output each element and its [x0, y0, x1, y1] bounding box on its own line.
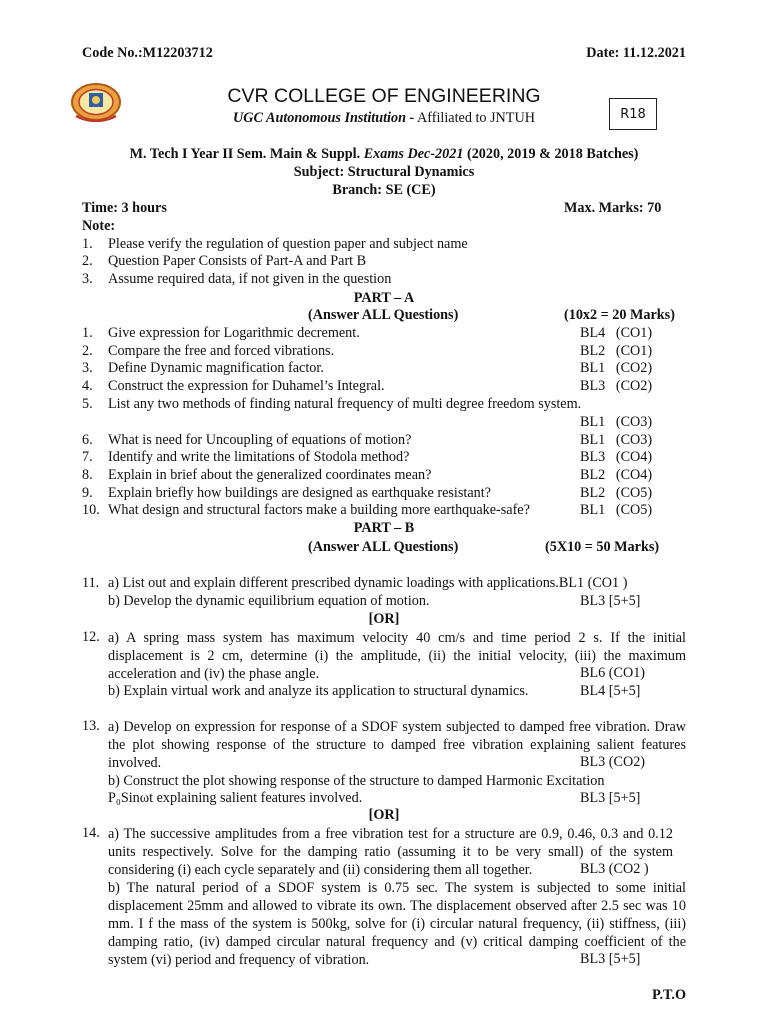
- or-separator: [OR]: [368, 807, 400, 823]
- question-number: 6.: [82, 432, 93, 448]
- exam-title-suffix: (2020, 2019 & 2018 Batches): [463, 146, 639, 162]
- bloom-level-tag: BL2 (CO5): [580, 485, 653, 501]
- regulation-badge: R18: [609, 98, 657, 130]
- question-text: What design and structural factors make a building more earthquake-safe?: [108, 502, 530, 518]
- max-marks: Max. Marks: 70: [564, 200, 662, 216]
- branch-line: Branch: SE (CE): [332, 182, 436, 198]
- bloom-level-tag: BL3 (CO4): [580, 449, 653, 465]
- autonomous-label: UGC Autonomous Institution -: [233, 110, 415, 126]
- question-number: 14.: [82, 825, 100, 841]
- exam-title-italic: Exams Dec-2021: [363, 146, 464, 162]
- question-text: Explain briefly how buildings are designed as earthquake resistant?: [108, 485, 491, 501]
- bloom-level-tag: BL6 (CO1): [580, 665, 646, 681]
- part-a-title: PART – A: [353, 290, 415, 306]
- bloom-level-tag: BL3 (CO2): [580, 378, 653, 394]
- question-number: 10.: [82, 502, 100, 518]
- question-14b-text: b) The natural period of a SDOF system is 0.75 sec. The system is subjected to some initial displacement 25mm and allowed to vibrate its own. The displacement observed after 2.5 sec was 10 mm. I f the mass of the system is 500kg, solve for (i) circular natural frequency, (ii) stiffness, (iii) damping ratio, (iv) damped circular natural frequency and (v) critical damping coefficient of the system (vi) period and frequency of vibration.: [108, 880, 686, 968]
- bloom-level-tag: BL2 (CO1): [580, 343, 653, 359]
- question-13b-text-continued: P₀Sinωt explaining salient features involved.: [108, 790, 363, 806]
- or-separator: [OR]: [368, 611, 400, 627]
- bloom-level-tag: BL2 (CO4): [580, 467, 653, 483]
- question-12b-text: b) Explain virtual work and analyze its application to structural dynamics.: [108, 683, 529, 699]
- question-text: Compare the free and forced vibrations.: [108, 343, 335, 359]
- page-turn-indicator: P.T.O: [652, 987, 686, 1003]
- bloom-level-tag: BL4 [5+5]: [580, 683, 641, 699]
- question-11a-text: a) List out and explain different prescribed dynamic loadings with applications.BL1 (CO1 ): [108, 575, 628, 591]
- bloom-level-tag: BL3 [5+5]: [580, 790, 641, 806]
- question-text: List any two methods of finding natural frequency of multi degree freedom system.: [108, 396, 582, 412]
- note-text: Assume required data, if not given in the question: [108, 271, 392, 287]
- part-b-marks: (5X10 = 50 Marks): [545, 539, 660, 555]
- question-number: 7.: [82, 449, 93, 465]
- question-number: 11.: [82, 575, 100, 591]
- bloom-level-tag: BL1 (CO5): [580, 502, 653, 518]
- question-text: Identify and write the limitations of Stodola method?: [108, 449, 410, 465]
- question-text: Give expression for Logarithmic decrement.: [108, 325, 360, 341]
- question-12a-text: a) A spring mass system has maximum velocity 40 cm/s and time period 2 s. If the initial displacement is 2 cm, determine (i) the amplitude, (ii) the initial velocity, (iii) the maximum acceleration and (iv) the phase angle.: [108, 630, 686, 682]
- bloom-level-tag: BL3 (CO2): [580, 754, 646, 770]
- question-11b-text: b) Develop the dynamic equilibrium equation of motion.: [108, 593, 430, 609]
- bloom-level-tag: BL1 (CO2): [580, 360, 653, 376]
- part-a-instruction: (Answer ALL Questions): [308, 307, 459, 323]
- question-13a-text: a) Develop on expression for response of a SDOF system subjected to damped free vibration. Draw the plot showing response of the structure to damped free vibration explaining salient features involved.: [108, 719, 686, 771]
- college-name: CVR COLLEGE OF ENGINEERING: [227, 85, 541, 107]
- question-text: Explain in brief about the generalized coordinates mean?: [108, 467, 432, 483]
- exam-date: Date: 11.12.2021: [586, 45, 686, 61]
- question-number: 3.: [82, 360, 93, 376]
- note-number: 3.: [82, 271, 93, 287]
- part-a-marks: (10x2 = 20 Marks): [564, 307, 675, 323]
- question-number: 1.: [82, 325, 93, 341]
- question-number: 9.: [82, 485, 93, 501]
- question-number: 5.: [82, 396, 93, 412]
- note-heading: Note:: [82, 218, 116, 234]
- bloom-level-tag: BL1 (CO3): [580, 414, 653, 430]
- question-number: 8.: [82, 467, 93, 483]
- question-number: 12.: [82, 629, 100, 645]
- affiliation-label: Affiliated to JNTUH: [414, 110, 535, 126]
- bloom-level-tag: BL3 [5+5]: [580, 951, 641, 967]
- question-number: 4.: [82, 378, 93, 394]
- note-number: 1.: [82, 236, 93, 252]
- note-number: 2.: [82, 253, 93, 269]
- bloom-level-tag: BL3 (CO2 ): [580, 861, 649, 877]
- question-text: What is need for Uncoupling of equations of motion?: [108, 432, 412, 448]
- subject-line: Subject: Structural Dynamics: [293, 164, 475, 180]
- exam-title-prefix: M. Tech I Year II Sem. Main & Suppl.: [129, 146, 364, 162]
- note-text: Question Paper Consists of Part-A and Part B: [108, 253, 367, 269]
- question-text: Construct the expression for Duhamel’s Integral.: [108, 378, 385, 394]
- part-b-title: PART – B: [353, 520, 415, 536]
- time-allowed: Time: 3 hours: [82, 200, 167, 216]
- question-13b-text: b) Construct the plot showing response of the structure to damped Harmonic Excitation: [108, 773, 605, 789]
- bloom-level-tag: BL1 (CO3): [580, 432, 653, 448]
- note-text: Please verify the regulation of question paper and subject name: [108, 236, 468, 252]
- question-14a-text: a) The successive amplitudes from a free vibration test for a structure are 0.9, 0.46, 0.3 and 0.12 units respectively. Solve for the damping ratio (assuming it to be very small) of the system considering (i) each cycle separately and (ii) considering them all together.: [108, 826, 673, 878]
- question-number: 13.: [82, 718, 100, 734]
- question-number: 2.: [82, 343, 93, 359]
- bloom-level-tag: BL3 [5+5]: [580, 593, 641, 609]
- code-number: Code No.:M12203712: [82, 45, 213, 61]
- exam-title: [0, 146, 768, 163]
- part-b-instruction: (Answer ALL Questions): [308, 539, 459, 555]
- bloom-level-tag: BL4 (CO1): [580, 325, 653, 341]
- question-text: Define Dynamic magnification factor.: [108, 360, 324, 376]
